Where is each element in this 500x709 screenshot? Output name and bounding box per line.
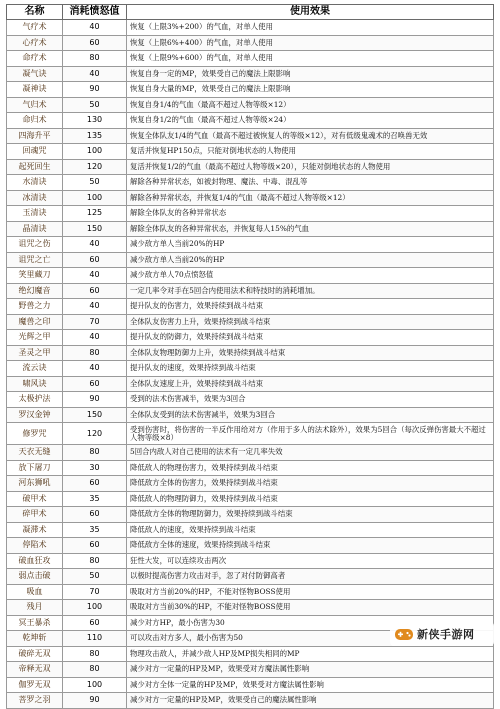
skill-cost: 110: [63, 631, 127, 647]
table-row: [7, 128, 494, 144]
skill-cost: 80: [63, 445, 127, 461]
skill-cost: 130: [63, 113, 127, 129]
skill-effect: 受到伤害时，将伤害的一半反作用给对方（作用于多人的法术除外），效果为5回合（每次反弹伤害最大不超过人物等级×8）: [127, 423, 494, 445]
skill-name: 心疗术: [7, 35, 63, 51]
skill-cost: 50: [63, 175, 127, 191]
skill-cost: 80: [63, 553, 127, 569]
table-row: [7, 237, 494, 253]
skill-cost: 50: [63, 97, 127, 113]
skill-name: 圣灵之甲: [7, 345, 63, 361]
skill-cost: 100: [63, 600, 127, 616]
skill-effect: 减少对方一定量的HP及MP，效果受自己的魔法属性影响: [127, 693, 494, 709]
skill-cost: 35: [63, 491, 127, 507]
skill-name: 起死回生: [7, 159, 63, 175]
skill-cost: 40: [63, 66, 127, 82]
skill-cost: 70: [63, 584, 127, 600]
skill-effect: 提升队友的速度，效果持续到战斗结束: [127, 361, 494, 377]
skill-table: [6, 4, 494, 709]
skill-name: 命疗术: [7, 51, 63, 67]
skill-cost: 60: [63, 507, 127, 523]
skill-name: 流云诀: [7, 361, 63, 377]
watermark-text: 新侠手游网: [417, 628, 475, 641]
skill-effect: 恢复自身1/2的气血（最高不超过人物等级×24）: [127, 113, 494, 129]
table-row: [7, 507, 494, 523]
table-row: [7, 221, 494, 237]
table-row: [7, 51, 494, 67]
skill-cost: 100: [63, 677, 127, 693]
table-row: [7, 175, 494, 191]
table-row: [7, 376, 494, 392]
table-row: [7, 252, 494, 268]
skill-effect: 全体队友伤害力上升，效果持续到战斗结束: [127, 314, 494, 330]
game-controller-icon: [394, 624, 414, 644]
table-row: [7, 206, 494, 222]
header-cost: 消耗愤怒值: [63, 5, 127, 20]
table-row: [7, 159, 494, 175]
header-name: 名称: [7, 5, 63, 20]
table-row: [7, 268, 494, 284]
skill-name: 光辉之甲: [7, 330, 63, 346]
table-row: [7, 646, 494, 662]
skill-name: 凝神诀: [7, 82, 63, 98]
skill-name: 太极护法: [7, 392, 63, 408]
table-row: [7, 97, 494, 113]
table-row: [7, 345, 494, 361]
skill-name: 天衣无缝: [7, 445, 63, 461]
skill-cost: 80: [63, 646, 127, 662]
table-row: [7, 677, 494, 693]
skill-effect: 恢复（上限3%+200）的气血，对单人使用: [127, 20, 494, 36]
table-row: [7, 314, 494, 330]
skill-effect: 复活并恢复HP150点，只能对倒地状态的人物使用: [127, 144, 494, 160]
table-row: [7, 423, 494, 445]
skill-name: 破碎无双: [7, 646, 63, 662]
skill-name: 冰清诀: [7, 190, 63, 206]
table-row: [7, 20, 494, 36]
skill-cost: 40: [63, 237, 127, 253]
table-row: [7, 445, 494, 461]
skill-cost: 100: [63, 190, 127, 206]
table-row: [7, 460, 494, 476]
skill-effect: 恢复全体队友1/4的气血（最高不超过被恢复人的等级×12），对有低级鬼魂术的召唤兽无效: [127, 128, 494, 144]
skill-effect: 降低敌人的物理伤害力，效果持续到战斗结束: [127, 460, 494, 476]
table-row: [7, 144, 494, 160]
skill-cost: 120: [63, 159, 127, 175]
skill-cost: 70: [63, 314, 127, 330]
skill-effect: 狂性大发，可以连续攻击两次: [127, 553, 494, 569]
skill-name: 放下屠刀: [7, 460, 63, 476]
skill-name: 破血狂攻: [7, 553, 63, 569]
skill-name: 诅咒之伤: [7, 237, 63, 253]
skill-name: 碎甲术: [7, 507, 63, 523]
skill-effect: 恢复自身1/4的气血（最高不超过人物等级×12）: [127, 97, 494, 113]
skill-name: 凝气诀: [7, 66, 63, 82]
skill-name: 帝释无双: [7, 662, 63, 678]
table-row: [7, 361, 494, 377]
skill-cost: 60: [63, 252, 127, 268]
skill-name: 气疗术: [7, 20, 63, 36]
skill-effect: 降低敌方全体的伤害力，效果持续到战斗结束: [127, 476, 494, 492]
skill-name: 水清诀: [7, 175, 63, 191]
table-row: [7, 476, 494, 492]
skill-cost: 150: [63, 221, 127, 237]
skill-cost: 40: [63, 361, 127, 377]
table-row: [7, 299, 494, 315]
skill-effect: 减少敌方单人当前20%的HP: [127, 237, 494, 253]
skill-effect: 物理攻击敌人，并减少敌人HP及MP损失相同的MP: [127, 646, 494, 662]
table-row: [7, 538, 494, 554]
table-row: [7, 553, 494, 569]
table-row: [7, 491, 494, 507]
table-row: [7, 569, 494, 585]
skill-effect: 解除各种异常状态，并恢复1/4的气血（最高不超过人物等级×12）: [127, 190, 494, 206]
skill-effect: 吸取对方当前30%的HP，不能对怪物BOSS使用: [127, 600, 494, 616]
skill-cost: 125: [63, 206, 127, 222]
skill-name: 停陷术: [7, 538, 63, 554]
skill-effect: 提升队友的防御力，效果持续到战斗结束: [127, 330, 494, 346]
table-row: [7, 407, 494, 423]
skill-cost: 60: [63, 376, 127, 392]
skill-cost: 35: [63, 522, 127, 538]
skill-cost: 40: [63, 20, 127, 36]
skill-name: 气归术: [7, 97, 63, 113]
table-row: [7, 522, 494, 538]
skill-name: 河东狮吼: [7, 476, 63, 492]
skill-cost: 100: [63, 144, 127, 160]
table-row: [7, 392, 494, 408]
skill-effect: 复活并恢复1/2的气血（最高不超过人物等级×20），只能对倒地状态的人物使用: [127, 159, 494, 175]
table-row: [7, 283, 494, 299]
table-row: [7, 330, 494, 346]
skill-name: 玉清诀: [7, 206, 63, 222]
skill-effect: 减少敌方单人70点愤怒值: [127, 268, 494, 284]
skill-effect: 减少对方HP，最小伤害为30: [127, 615, 494, 631]
skill-effect: 一定几率令对手在5回合内使用法术和特技时的消耗增加。: [127, 283, 494, 299]
skill-effect: 恢复自身大量的MP，效果受自己的魔法上限影响: [127, 82, 494, 98]
skill-effect: 以极时提高伤害力攻击对手，忽了对付防御高者: [127, 569, 494, 585]
skill-effect: 全体队友物理防御力上升，效果持续到战斗结束: [127, 345, 494, 361]
skill-cost: 90: [63, 392, 127, 408]
table-row: [7, 66, 494, 82]
skill-name: 晶清诀: [7, 221, 63, 237]
skill-cost: 60: [63, 476, 127, 492]
skill-cost: 135: [63, 128, 127, 144]
skill-effect: 减少对方一定量的HP及MP，效果受对方魔法属性影响: [127, 662, 494, 678]
table-header-row: [7, 5, 494, 20]
skill-name: 破甲术: [7, 491, 63, 507]
skill-name: 菩罗之羽: [7, 693, 63, 709]
table-row: [7, 662, 494, 678]
header-effect: 使用效果: [127, 5, 494, 20]
skill-cost: 40: [63, 330, 127, 346]
skill-name: 啸风诀: [7, 376, 63, 392]
skill-name: 乾坤斩: [7, 631, 63, 647]
site-watermark: [390, 622, 494, 646]
skill-name: 诅咒之亡: [7, 252, 63, 268]
skill-cost: 60: [63, 283, 127, 299]
table-row: [7, 190, 494, 206]
skill-cost: 90: [63, 82, 127, 98]
table-row: [7, 35, 494, 51]
skill-name: 命归术: [7, 113, 63, 129]
skill-cost: 90: [63, 693, 127, 709]
skill-effect: 解除全体队友的各种异常状态: [127, 206, 494, 222]
skill-effect: 恢复（上限6%+400）的气血，对单人使用: [127, 35, 494, 51]
table-row: [7, 82, 494, 98]
skill-effect: 吸取对方当前20%的HP，不能对怪物BOSS使用: [127, 584, 494, 600]
skill-name: 野兽之力: [7, 299, 63, 315]
table-body: [7, 20, 494, 709]
table-row: [7, 113, 494, 129]
skill-cost: 80: [63, 662, 127, 678]
table-row: [7, 600, 494, 616]
skill-cost: 40: [63, 299, 127, 315]
skill-cost: 60: [63, 615, 127, 631]
table-row: [7, 693, 494, 709]
skill-name: 修罗咒: [7, 423, 63, 445]
skill-name: 回魂咒: [7, 144, 63, 160]
skill-name: 绝幻魔音: [7, 283, 63, 299]
skill-effect: 解除各种异常状态，如被封物理、魔法、中毒、混乱等: [127, 175, 494, 191]
skill-effect: 降低敌人的物理防御力，效果持续到战斗结束: [127, 491, 494, 507]
skill-cost: 60: [63, 35, 127, 51]
skill-name: 魔兽之印: [7, 314, 63, 330]
skill-name: 吸血: [7, 584, 63, 600]
skill-name: 四海升平: [7, 128, 63, 144]
skill-name: 笑里藏刀: [7, 268, 63, 284]
skill-cost: 80: [63, 51, 127, 67]
skill-effect: 提升队友的伤害力，效果持续到战斗结束: [127, 299, 494, 315]
skill-cost: 40: [63, 268, 127, 284]
skill-effect: 降低敌方全体的速度，效果持续到战斗结束: [127, 538, 494, 554]
skill-effect: 减少敌方单人当前20%的HP: [127, 252, 494, 268]
skill-effect: 解除全体队友的各种异常状态，并恢复每人15%的气血: [127, 221, 494, 237]
skill-cost: 150: [63, 407, 127, 423]
skill-name: 罗汉金钟: [7, 407, 63, 423]
skill-effect: 减少对方全体一定量的HP及MP，效果受对方魔法属性影响: [127, 677, 494, 693]
skill-effect: 5回合内敌人对自己使用的法术有一定几率失效: [127, 445, 494, 461]
skill-effect: 受到的法术伤害减半，效果为3回合: [127, 392, 494, 408]
skill-cost: 120: [63, 423, 127, 445]
skill-table-sheet: [6, 4, 494, 705]
skill-name: 冥王暴杀: [7, 615, 63, 631]
table-row: [7, 584, 494, 600]
skill-effect: 恢复自身一定的MP，效果受自己的魔法上限影响: [127, 66, 494, 82]
skill-effect: 全体队友受到的法术伤害减半，效果为3回合: [127, 407, 494, 423]
skill-effect: 降低敌人的速度，效果持续到战斗结束: [127, 522, 494, 538]
skill-effect: 全体队友速度上升，效果持续到战斗结束: [127, 376, 494, 392]
skill-name: 伽罗无双: [7, 677, 63, 693]
skill-cost: 80: [63, 345, 127, 361]
skill-cost: 50: [63, 569, 127, 585]
skill-cost: 60: [63, 538, 127, 554]
skill-effect: 恢复（上限9%+600）的气血，对单人使用: [127, 51, 494, 67]
skill-name: 弱点击破: [7, 569, 63, 585]
skill-effect: 降低敌方全体的物理防御力，效果持续到战斗结束: [127, 507, 494, 523]
skill-name: 凝滞术: [7, 522, 63, 538]
skill-name: 残月: [7, 600, 63, 616]
skill-cost: 30: [63, 460, 127, 476]
skill-effect: 可以攻击对方多人，最小伤害为50: [127, 631, 494, 647]
